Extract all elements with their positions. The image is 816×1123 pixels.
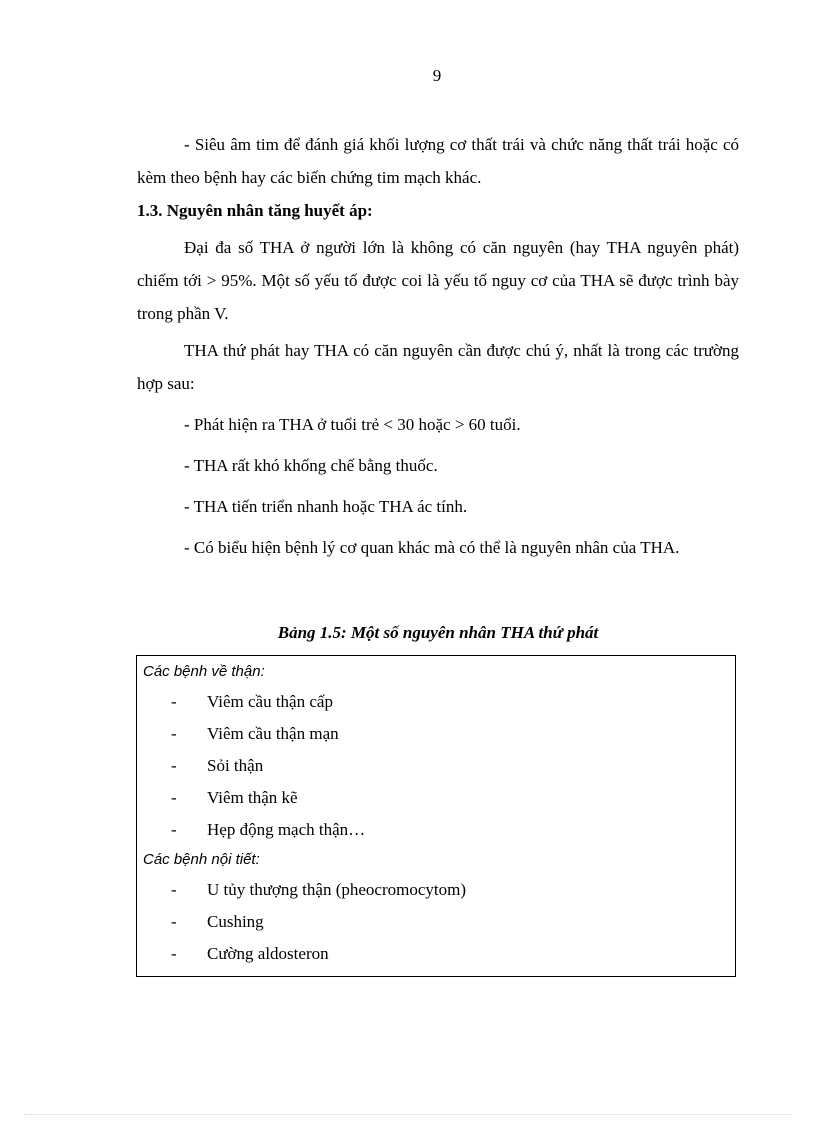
group-title-endocrine: Các bệnh nội tiết: [143,851,260,868]
dash-marker: - [171,944,177,963]
page-number: 9 [432,66,442,85]
list-item [143,750,729,782]
list-item-text: Viêm cầu thận cấp [207,692,333,711]
list-item-text: Cushing [207,912,264,931]
kidney-cause-list [143,686,729,846]
list-item-text: Viêm thận kẽ [207,788,298,807]
list-item-text: U tủy thượng thận (pheocromocytom) [207,880,466,899]
list-item-text: Viêm cầu thận mạn [207,724,339,743]
dash-marker: - [171,756,177,775]
bullet-item: - Có biểu hiện bệnh lý cơ quan khác mà có thể là nguyên nhân của THA. [184,538,680,557]
paragraph-primary-causes: Đại đa số THA ở người lớn là không có căn nguyên (hay THA nguyên phát) chiếm tới > 95%. Một số yếu tố được coi là yếu tố nguy cơ của THA sẽ được trình bày trong phần V. [137,238,739,323]
list-item [143,906,729,938]
secondary-causes-table [136,655,736,977]
list-item [143,718,729,750]
page-body [137,128,739,564]
page-bottom-rule [24,1114,792,1115]
list-item [143,782,729,814]
dash-marker: - [171,724,177,743]
dash-marker: - [171,880,177,899]
list-item [143,874,729,906]
dash-marker: - [171,692,177,711]
group-title-kidney: Các bệnh về thận: [143,663,265,680]
dash-marker: - [171,788,177,807]
intro-bullet-paragraph: - Siêu âm tim để đánh giá khối lượng cơ thất trái và chức năng thất trái hoặc có kèm theo bệnh hay các biến chứng tim mạch khác. [137,135,739,187]
list-item [143,814,729,846]
paragraph-secondary-causes: THA thứ phát hay THA có căn nguyên cần được chú ý, nhất là trong các trường hợp sau: [137,341,739,393]
dash-marker: - [171,912,177,931]
dash-marker: - [171,820,177,839]
list-item-text: Hẹp động mạch thận… [207,820,366,839]
bullet-item: - THA rất khó khống chế bằng thuốc. [184,456,438,475]
list-item [143,686,729,718]
section-heading: 1.3. Nguyên nhân tăng huyết áp: [137,201,373,220]
list-item-text: Sỏi thận [207,756,264,775]
list-item-text: Cường aldosteron [207,944,329,963]
bullet-item: - Phát hiện ra THA ở tuổi trẻ < 30 hoặc > 60 tuổi. [184,415,521,434]
bullet-item: - THA tiến triển nhanh hoặc THA ác tính. [184,497,468,516]
list-item [143,938,729,970]
endocrine-cause-list [143,874,729,970]
table-caption: Bảng 1.5: Một số nguyên nhân THA thứ phát [277,623,599,642]
